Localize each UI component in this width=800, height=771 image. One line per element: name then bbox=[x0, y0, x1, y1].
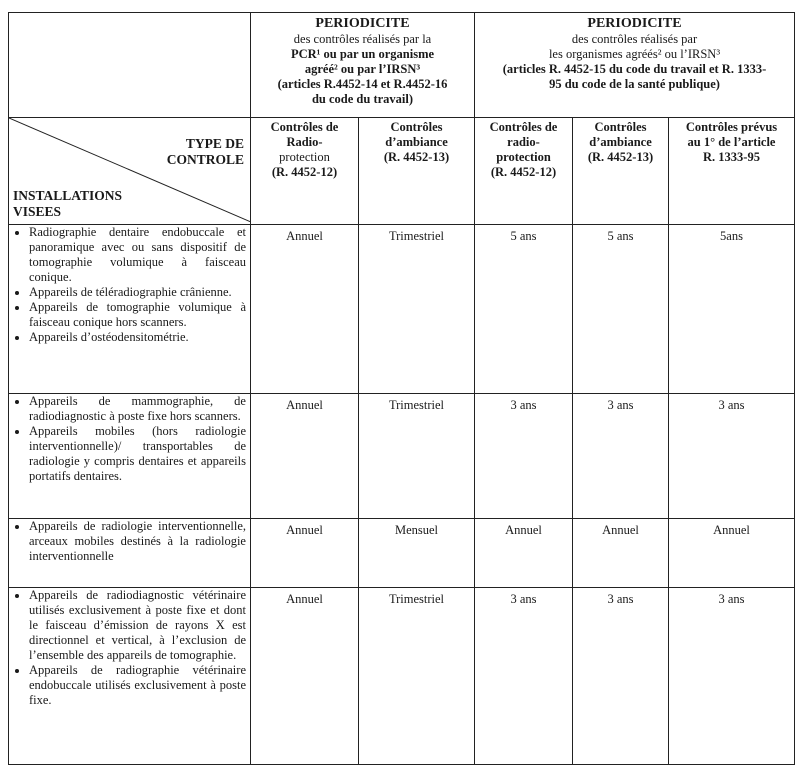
value-cell: 5 ans bbox=[475, 225, 573, 394]
value-cell: 5 ans bbox=[573, 225, 669, 394]
group-line: agréé² ou par l’IRSN³ bbox=[304, 62, 421, 76]
value-cell: Annuel bbox=[251, 519, 359, 588]
value-cell: 3 ans bbox=[669, 588, 795, 765]
group-line: des contrôles réalisés par la bbox=[293, 32, 432, 46]
table-row bbox=[9, 588, 795, 765]
installations-cell bbox=[9, 519, 251, 588]
list-item: • Appareils mobiles (hors radiologie interventionnelle)/ transportables de radiologie y compris dentaires et appareils portatifs dentaires. bbox=[29, 424, 246, 484]
header-group-organisms bbox=[475, 13, 795, 118]
group-line: PCR¹ ou par un organisme bbox=[290, 47, 435, 61]
header-column-row bbox=[9, 118, 795, 225]
column-header-ambiance-organism: Contrôles d’ambiance (R. 4452-13) bbox=[573, 118, 669, 225]
value-cell: 3 ans bbox=[573, 394, 669, 519]
header-group-row bbox=[9, 13, 795, 118]
installations-cell bbox=[9, 394, 251, 519]
column-header-radioprotection-pcr: Contrôles de Radio- protection (R. 4452-12) bbox=[251, 118, 359, 225]
diagonal-header-cell bbox=[9, 118, 251, 225]
value-cell: 3 ans bbox=[573, 588, 669, 765]
value-cell: Annuel bbox=[573, 519, 669, 588]
value-cell: Trimestriel bbox=[359, 588, 475, 765]
value-cell: 5ans bbox=[669, 225, 795, 394]
type-de-controle-label: TYPE DE CONTROLE bbox=[166, 136, 244, 167]
value-cell: Annuel bbox=[251, 394, 359, 519]
value-cell: 3 ans bbox=[669, 394, 795, 519]
installations-visees-label: INSTALLATIONS VISEES bbox=[13, 188, 123, 219]
column-header-radioprotection-organism: Contrôles de radio- protection (R. 4452-12) bbox=[475, 118, 573, 225]
group-title: PERIODICITE bbox=[587, 16, 682, 31]
value-cell: Trimestriel bbox=[359, 225, 475, 394]
list-item: • Radiographie dentaire endobuccale et panoramique avec ou sans dispositif de tomographie volumique à faisceau conique. bbox=[29, 225, 246, 285]
list-item: • Appareils de radiologie interventionnelle, arceaux mobiles destinés à la radiologie interventionnelle bbox=[29, 519, 246, 564]
list-item: • Appareils de radiographie vétérinaire endobuccale utilisés exclusivement à poste fixe. bbox=[29, 663, 246, 708]
group-line: (articles R. 4452-15 du code du travail et R. 1333- bbox=[502, 62, 767, 76]
value-cell: Mensuel bbox=[359, 519, 475, 588]
group-line: 95 du code de la santé publique) bbox=[549, 77, 720, 91]
value-cell: 3 ans bbox=[475, 394, 573, 519]
list-item: • Appareils de radiodiagnostic vétérinaire utilisés exclusivement à poste fixe et dont le faisceau d’émission de rayons X est directionnel et vertical, à l’exclusion de l’ensemble des appareils de tomographie. bbox=[29, 588, 246, 663]
installations-cell bbox=[9, 225, 251, 394]
value-cell: 3 ans bbox=[475, 588, 573, 765]
list-item: • Appareils de téléradiographie crânienne. bbox=[29, 285, 246, 300]
group-line: des contrôles réalisés par bbox=[571, 32, 698, 46]
table-row bbox=[9, 394, 795, 519]
list-item: • Appareils de tomographie volumique à faisceau conique hors scanners. bbox=[29, 300, 246, 330]
installations-cell bbox=[9, 588, 251, 765]
value-cell: Trimestriel bbox=[359, 394, 475, 519]
column-header-article-1333-95: Contrôles prévus au 1° de l’article R. 1333-95 bbox=[669, 118, 795, 225]
list-item: • Appareils de mammographie, de radiodiagnostic à poste fixe hors scanners. bbox=[29, 394, 246, 424]
table-row bbox=[9, 225, 795, 394]
periodicity-table bbox=[8, 12, 795, 765]
list-item: • Appareils d’ostéodensitométrie. bbox=[29, 330, 246, 345]
group-line: (articles R.4452-14 et R.4452-16 bbox=[277, 77, 448, 91]
table-row bbox=[9, 519, 795, 588]
group-line: du code du travail) bbox=[311, 92, 414, 106]
corner-top-cell bbox=[9, 13, 251, 118]
value-cell: Annuel bbox=[669, 519, 795, 588]
group-title: PERIODICITE bbox=[315, 16, 410, 31]
value-cell: Annuel bbox=[475, 519, 573, 588]
column-header-ambiance-pcr: Contrôles d’ambiance (R. 4452-13) bbox=[359, 118, 475, 225]
group-line: les organismes agréés² ou l’IRSN³ bbox=[548, 47, 721, 61]
value-cell: Annuel bbox=[251, 225, 359, 394]
header-group-pcr bbox=[251, 13, 475, 118]
value-cell: Annuel bbox=[251, 588, 359, 765]
